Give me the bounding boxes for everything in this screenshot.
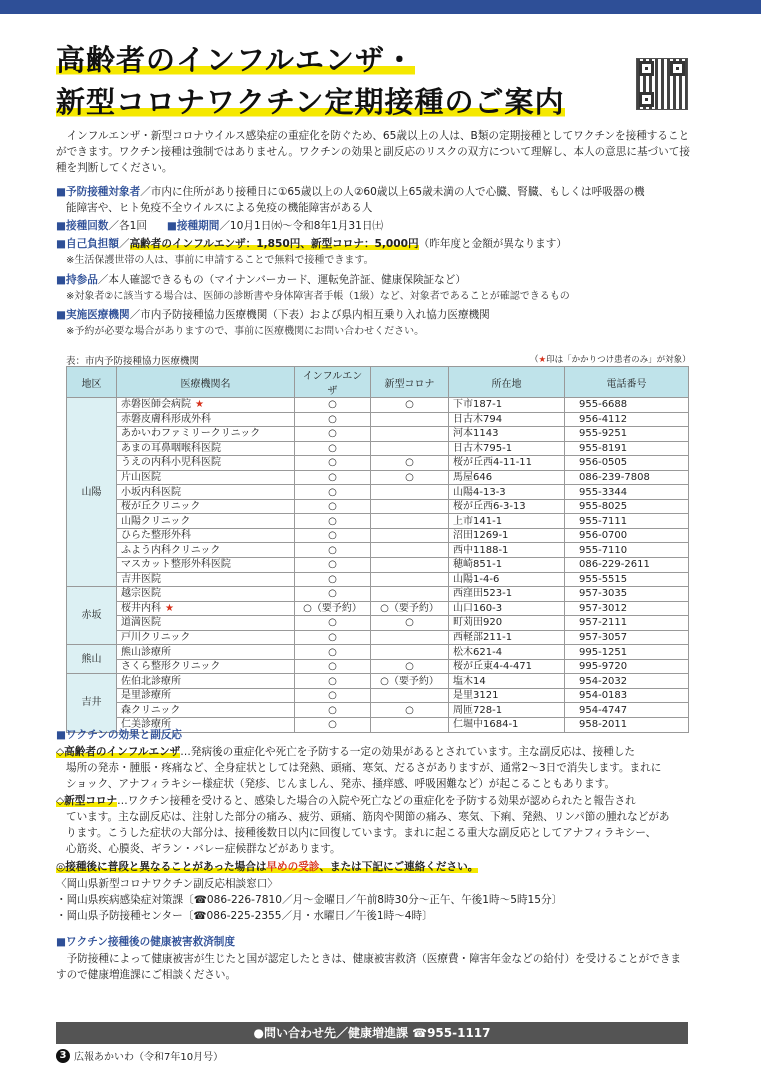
qr-code[interactable]: [636, 58, 688, 110]
covid-cell: ○（要予約）: [371, 601, 449, 616]
flu-cell: ○: [295, 456, 371, 471]
page-title-line2: 新型コロナワクチン定期接種のご案内: [56, 85, 565, 119]
clinic-name-cell: [117, 645, 295, 660]
period-label: ■接種期間: [166, 220, 220, 232]
clinic-name: 桜が丘クリニック: [121, 501, 201, 513]
intro-paragraph: インフルエンザ・新型コロナウイルス感染症の重症化を防ぐため、65歳以上の人は、B類の定期接種としてワクチンを接種することができます。ワクチン接種は強制ではありません。ワクチンの効果と副反応のリスクの双方について理解し、本人の意思に基づいて接種を判断してください。: [56, 130, 690, 174]
covid-cell: [371, 427, 449, 442]
covid-cell: ○: [371, 398, 449, 413]
phone-cell: 956-0700: [565, 528, 689, 543]
clinic-name-cell: [117, 470, 295, 485]
period-text: ／10月1日㈬～令和8年1月31日㈯: [219, 220, 384, 232]
header-flu: インフルエンザ: [295, 367, 371, 398]
clinic-name-cell: [117, 703, 295, 718]
clinic-name-cell: [117, 630, 295, 645]
address-cell: 松木621-4: [449, 645, 565, 660]
covid-cell: [371, 630, 449, 645]
table-row: [67, 558, 689, 573]
table-note: [530, 353, 691, 365]
flu-cell: ○: [295, 470, 371, 485]
clinic-table: [66, 366, 689, 733]
address-cell: 河本1143: [449, 427, 565, 442]
clinic-name: 森クリニック: [121, 704, 181, 716]
covid-cell: [371, 645, 449, 660]
address-cell: 山陽4-13-3: [449, 485, 565, 500]
clinic-name: 吉井医院: [121, 573, 161, 585]
flu-cell: ○: [295, 616, 371, 631]
consult-window-1: ・岡山県疾病感染症対策課〔☎086-226-7810／月～金曜日／午前8時30分～正午、午後1時～5時15分〕: [56, 893, 563, 906]
table-header-row: [67, 367, 689, 398]
phone-cell: 955-7110: [565, 543, 689, 558]
cost-suffix: （昨年度と金額が異なります）: [418, 238, 567, 250]
clinic-name-cell: [117, 398, 295, 413]
facility-label: ■実施医療機関: [56, 309, 130, 321]
phone-cell: 955-8025: [565, 499, 689, 514]
phone-cell: 955-7111: [565, 514, 689, 529]
count-period-section: [56, 218, 696, 234]
header-name: 医療機関名: [117, 367, 295, 398]
table-row: [67, 601, 689, 616]
covid-text: …ワクチン接種を受けると、感染した場合の入院や死亡などの重症化を予防する効果が認められたと報告され: [117, 794, 636, 807]
flu-cell: ○: [295, 718, 371, 733]
table-row: [67, 674, 689, 689]
address-cell: 町苅田920: [449, 616, 565, 631]
table-row: [67, 616, 689, 631]
page-footer: [56, 1048, 223, 1063]
table-row: [67, 499, 689, 514]
covid-cell: ○（要予約）: [371, 674, 449, 689]
star-icon: ★: [195, 399, 204, 411]
address-cell: 山口160-3: [449, 601, 565, 616]
flu-label: ◇高齢者のインフルエンザ: [56, 746, 181, 758]
star-icon: ★: [538, 355, 547, 365]
table-row: [67, 485, 689, 500]
area-cell: 吉井: [67, 674, 117, 732]
flu-cell: ○: [295, 427, 371, 442]
count-text: ／各1回: [108, 220, 147, 232]
address-cell: 桜が丘東4-4-471: [449, 659, 565, 674]
table-row: [67, 543, 689, 558]
address-cell: 桜が丘西4-11-11: [449, 456, 565, 471]
covid-cell: [371, 412, 449, 427]
covid-cell: [371, 572, 449, 587]
address-cell: 日古木795-1: [449, 441, 565, 456]
contact-post: 、または下記にご連絡ください。: [319, 861, 479, 874]
consult-window-title: 〈岡山県新型コロナワクチン副反応相談窓口〉: [56, 877, 278, 890]
covid-cell: [371, 587, 449, 602]
phone-cell: 955-9251: [565, 427, 689, 442]
table-row: [67, 398, 689, 413]
clinic-name-cell: [117, 412, 295, 427]
clinic-name: 赤磐医師会病院: [121, 399, 191, 411]
page-title-line1: 高齢者のインフルエンザ・: [56, 43, 415, 77]
covid-label: ◇新型コロナ: [56, 794, 118, 807]
address-cell: 西中1188-1: [449, 543, 565, 558]
flu-cell: ○: [295, 441, 371, 456]
flu-cell: ○: [295, 412, 371, 427]
address-cell: 西窪田523-1: [449, 587, 565, 602]
address-cell: 馬屋646: [449, 470, 565, 485]
table-row: [67, 528, 689, 543]
table-row: [67, 645, 689, 660]
table-row: [67, 572, 689, 587]
table-row: [67, 470, 689, 485]
clinic-name: ひらた整形外科: [121, 530, 191, 542]
flu-cell: ○: [295, 688, 371, 703]
clinic-name-cell: [117, 456, 295, 471]
cost-section: [56, 236, 696, 252]
clinic-name-cell: [117, 441, 295, 456]
phone-cell: 957-3057: [565, 630, 689, 645]
covid-cell: ○: [371, 659, 449, 674]
address-cell: 下市187-1: [449, 398, 565, 413]
items-label: ■持参品: [56, 274, 98, 286]
effects-title: ■ワクチンの効果と副反応: [56, 729, 183, 741]
clinic-name: 片山医院: [121, 472, 161, 483]
covid-cell: ○: [371, 470, 449, 485]
clinic-name-cell: [117, 674, 295, 689]
covid-cell: ○: [371, 456, 449, 471]
table-row: [67, 514, 689, 529]
clinic-name: 越宗医院: [121, 588, 161, 600]
effects-body: [56, 744, 696, 924]
covid-cell: [371, 558, 449, 573]
clinic-name-cell: [117, 558, 295, 573]
covid-cell: [371, 688, 449, 703]
phone-cell: 957-3012: [565, 601, 689, 616]
address-cell: 是里3121: [449, 688, 565, 703]
covid-cell: [371, 528, 449, 543]
table-row: [67, 587, 689, 602]
clinic-name-cell: [117, 485, 295, 500]
relief-title: ■ワクチン接種後の健康被害救済制度: [56, 936, 235, 948]
flu-cell: ○: [295, 398, 371, 413]
qr-finder: [670, 61, 685, 76]
target-text: ／市内に住所があり接種日に①65歳以上の人②60歳以上65歳未満の人で心臓、腎臓、もしくは呼吸器の機: [140, 186, 645, 198]
top-color-bar: [0, 0, 761, 14]
clinic-name-cell: [117, 427, 295, 442]
facility-text: ／市内予防接種協力医療機関（下表）および県内相互乗り入れ協力医療機関: [129, 309, 490, 321]
covid-cell: [371, 514, 449, 529]
clinic-name-cell: [117, 543, 295, 558]
phone-cell: 955-3344: [565, 485, 689, 500]
contact-red: 早めの受診: [266, 861, 320, 874]
table-row: [67, 456, 689, 471]
clinic-name: 道満医院: [121, 617, 161, 629]
clinic-name: 仁美診療所: [121, 719, 171, 731]
flu-cell: ○: [295, 659, 371, 674]
phone-cell: 956-4112: [565, 412, 689, 427]
cost-separator: ／: [118, 238, 130, 250]
clinic-name-cell: [117, 572, 295, 587]
clinic-name: 佐伯北診療所: [121, 675, 181, 687]
clinic-name: 山陽クリニック: [121, 515, 191, 527]
phone-cell: 955-6688: [565, 398, 689, 413]
clinic-name: 小坂内科医院: [121, 486, 181, 498]
cost-text: 高齢者のインフルエンザ：1,850円、新型コロナ：5,000円: [129, 238, 419, 250]
phone-cell: 954-4747: [565, 703, 689, 718]
qr-finder: [639, 92, 654, 107]
page-number: 3: [56, 1049, 70, 1063]
clinic-name-cell: [117, 688, 295, 703]
items-note: ※対象者②に該当する場合は、医師の診断書や身体障害者手帳（1級）など、対象者であることが確認できるもの: [66, 291, 570, 302]
address-cell: 山陽1-4-6: [449, 572, 565, 587]
flu-cell: ○: [295, 499, 371, 514]
count-label: ■接種回数: [56, 220, 109, 232]
contact-bar: ●問い合わせ先／健康増進課 ☎955-1117: [56, 1022, 688, 1044]
phone-cell: 954-0183: [565, 688, 689, 703]
target-label: ■予防接種対象者: [56, 186, 141, 198]
clinic-name: 戸川クリニック: [121, 632, 191, 644]
address-cell: 周匝728-1: [449, 703, 565, 718]
covid-cell: ○: [371, 703, 449, 718]
table-row: [67, 688, 689, 703]
consult-window-2: ・岡山県予防接種センター〔☎086-225-2355／月・水曜日／午後1時～4時〕: [56, 910, 433, 923]
clinic-name: うえの内科小児科医院: [121, 457, 221, 469]
phone-cell: 955-5515: [565, 572, 689, 587]
phone-cell: 955-8191: [565, 441, 689, 456]
phone-cell: 957-3035: [565, 587, 689, 602]
clinic-name: 桜井内科: [121, 602, 161, 614]
clinic-name: マスカット整形外科医院: [121, 559, 231, 571]
facility-section: [56, 307, 696, 323]
clinic-name-cell: [117, 616, 295, 631]
contact-pre: ◎接種後に普段と異なることがあった場合は: [56, 861, 267, 874]
flu-cell: ○: [295, 572, 371, 587]
flu-cell: ○: [295, 528, 371, 543]
flu-text3: ショック、アナフィラキシー様症状（発疹、じんましん、発赤、掻痒感、呼吸困難など）が起こることもあります。: [66, 778, 616, 791]
clinic-name-cell: [117, 514, 295, 529]
area-cell: 熊山: [67, 645, 117, 674]
covid-text3: ります。こうした症状の大部分は、接種後数日以内に回復しています。まれに起こる重大な副反応としてアナフィラキシー、: [66, 827, 657, 840]
publication-name: 広報あかいわ（令和7年10月号）: [74, 1052, 224, 1063]
flu-cell: ○（要予約）: [295, 601, 371, 616]
clinic-name: 赤磐皮膚科形成外科: [121, 413, 211, 425]
table-row: [67, 441, 689, 456]
qr-finder: [639, 61, 654, 76]
clinic-name: あまの耳鼻咽喉科医院: [121, 442, 221, 454]
table-row: [67, 703, 689, 718]
phone-cell: 086-239-7808: [565, 470, 689, 485]
clinic-name: ふよう内科クリニック: [121, 544, 221, 556]
phone-cell: 957-2111: [565, 616, 689, 631]
cost-label: ■自己負担額: [56, 238, 119, 250]
items-text: ／本人確認できるもの（マイナンバーカード、運転免許証、健康保険証など）: [97, 274, 466, 286]
phone-cell: 995-1251: [565, 645, 689, 660]
header-area: 地区: [67, 367, 117, 398]
flu-cell: ○: [295, 630, 371, 645]
address-cell: 穂崎851-1: [449, 558, 565, 573]
clinic-name-cell: [117, 601, 295, 616]
phone-cell: 958-2011: [565, 718, 689, 733]
clinic-name: 熊山診療所: [121, 646, 171, 658]
clinic-name: 是里診療所: [121, 690, 171, 702]
table-note-post: 印は「かかりつけ患者のみ」が対象）: [546, 355, 691, 365]
area-cell: 山陽: [67, 398, 117, 587]
header-covid: 新型コロナ: [371, 367, 449, 398]
covid-text4: 心筋炎、心膜炎、ギラン・バレー症候群などがあります。: [66, 843, 341, 856]
covid-cell: [371, 499, 449, 514]
facility-note: ※予約が必要な場合がありますので、事前に医療機関にお問い合わせください。: [66, 326, 425, 337]
covid-cell: [371, 485, 449, 500]
phone-cell: 956-0505: [565, 456, 689, 471]
clinic-name-cell: [117, 659, 295, 674]
flu-cell: ○: [295, 543, 371, 558]
address-cell: 日古木794: [449, 412, 565, 427]
header-address: 所在地: [449, 367, 565, 398]
covid-cell: [371, 718, 449, 733]
clinic-name-cell: [117, 587, 295, 602]
address-cell: 桜が丘西6-3-13: [449, 499, 565, 514]
flu-cell: ○: [295, 703, 371, 718]
flu-cell: ○: [295, 558, 371, 573]
relief-text: 予防接種によって健康被害が生じたと国が認定したときは、健康被害救済（医療費・障害年金などの給付）を受けることができますので健康増進課にご相談ください。: [56, 953, 682, 982]
covid-cell: ○: [371, 616, 449, 631]
covid-cell: [371, 543, 449, 558]
flu-text: …発病後の重症化や死亡を予防する一定の効果があるとされています。主な副反応は、接種した: [180, 746, 635, 758]
header-phone: 電話番号: [565, 367, 689, 398]
address-cell: 塩木14: [449, 674, 565, 689]
address-cell: 沼田1269-1: [449, 528, 565, 543]
clinic-name-cell: [117, 528, 295, 543]
area-cell: 赤坂: [67, 587, 117, 645]
address-cell: 西軽部211-1: [449, 630, 565, 645]
target-section: [56, 184, 696, 200]
flu-text2: 場所の発赤・腫脹・疼痛など、全身症状としては発熱、頭痛、寒気、だるさがありますが、通常2～3日で消失します。まれに: [66, 762, 662, 775]
phone-cell: 995-9720: [565, 659, 689, 674]
table-row: [67, 630, 689, 645]
phone-cell: 086-229-2611: [565, 558, 689, 573]
flu-cell: ○: [295, 514, 371, 529]
table-note-pre: （: [530, 355, 539, 365]
flu-cell: ○: [295, 645, 371, 660]
phone-cell: 954-2032: [565, 674, 689, 689]
table-row: [67, 412, 689, 427]
table-row: [67, 427, 689, 442]
covid-cell: [371, 441, 449, 456]
target-text-cont: 能障害や、ヒト免疫不全ウイルスによる免疫の機能障害がある人: [66, 202, 373, 214]
flu-cell: ○: [295, 485, 371, 500]
items-section: [56, 272, 696, 288]
clinic-name: さくら整形クリニック: [121, 661, 221, 673]
address-cell: 仁堀中1684-1: [449, 718, 565, 733]
clinic-name: あかいわファミリークリニック: [121, 428, 261, 440]
cost-note: ※生活保護世帯の人は、事前に申請することで無料で接種できます。: [66, 255, 374, 266]
covid-text2: ています。主な副反応は、注射した部分の痛み、疲労、頭痛、筋肉や関節の痛み、寒気、下痢、発熱、リンパ節の腫れなどがあ: [66, 810, 670, 823]
clinic-name-cell: [117, 499, 295, 514]
table-row: [67, 659, 689, 674]
flu-cell: ○: [295, 674, 371, 689]
star-icon: ★: [165, 602, 174, 614]
address-cell: 上市141-1: [449, 514, 565, 529]
flu-cell: ○: [295, 587, 371, 602]
table-caption: 表：市内予防接種協力医療機関: [66, 356, 200, 367]
